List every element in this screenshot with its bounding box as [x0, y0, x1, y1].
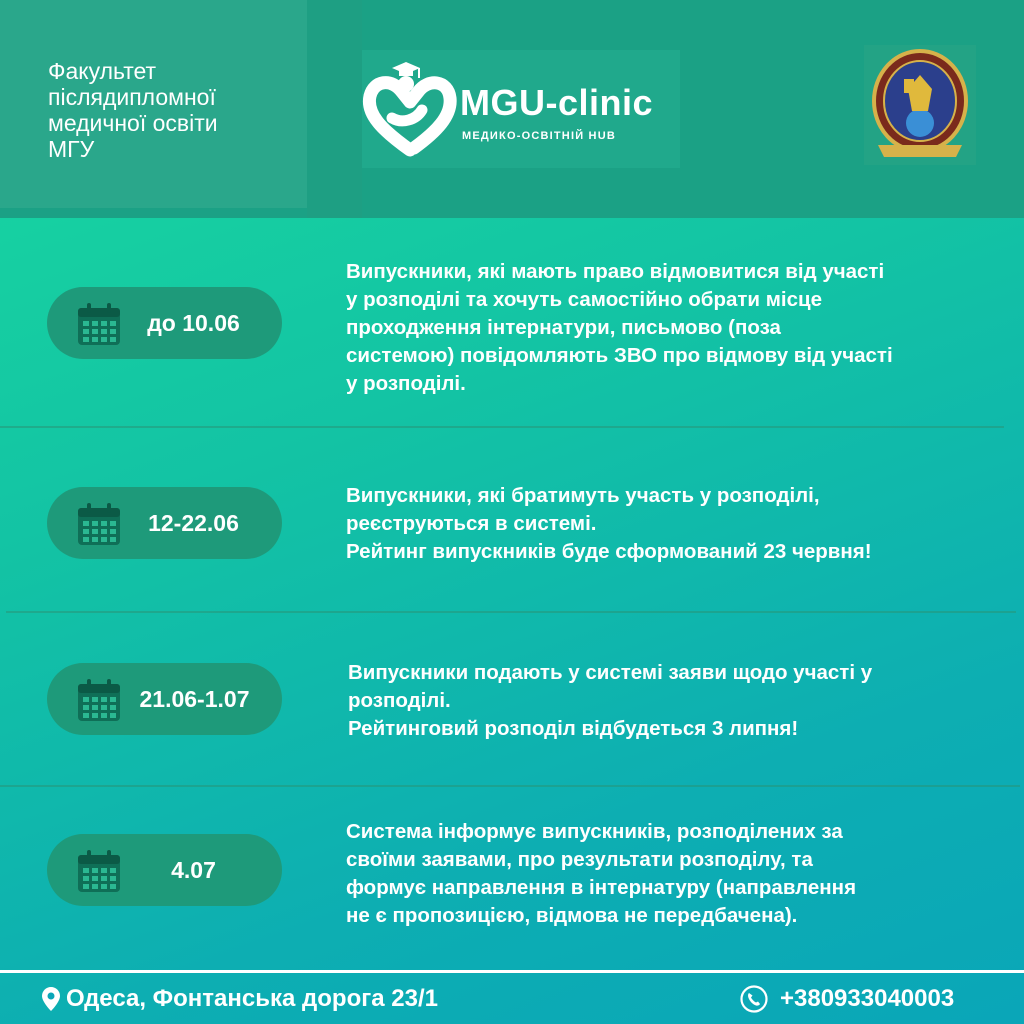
- description-line: розподілі.: [348, 689, 451, 712]
- description-line: своїми заявами, про результати розподілу, та: [346, 848, 813, 871]
- phone-icon: [740, 985, 768, 1013]
- calendar-icon: [75, 500, 123, 548]
- university-emblem: [864, 45, 976, 165]
- header-strip: [307, 0, 362, 218]
- description-line: Випускники подають у системі заяви щодо участі у: [348, 661, 873, 684]
- date-pill: [47, 287, 282, 359]
- heart-graduate-icon: [362, 54, 458, 166]
- faculty-line: Факультет: [48, 58, 157, 84]
- calendar-icon: [75, 847, 123, 895]
- date-pill: [47, 487, 282, 559]
- date-label: 4.07: [171, 856, 216, 883]
- divider: [0, 785, 1020, 787]
- description-line: Рейтинговий розподіл відбудеться 3 липня!: [348, 717, 799, 740]
- description-line: Випускники, які братимуть участь у розподілі,: [346, 484, 820, 507]
- faculty-line: медичної освіти: [48, 110, 218, 136]
- schedule-description: [348, 659, 988, 743]
- mgu-clinic-logo: [362, 50, 680, 168]
- description-line: не є пропозицією, відмова не передбачена).: [346, 904, 798, 927]
- description-line: системою) повідомляють ЗВО про відмову від участі: [346, 344, 893, 367]
- phone-contact[interactable]: [740, 983, 954, 1015]
- description-line: формує направлення в інтернатуру (направлення: [346, 876, 857, 899]
- address: [42, 983, 438, 1015]
- address-text: Одеса, Фонтанська дорога 23/1: [66, 985, 438, 1012]
- description-line: Система інформує випускників, розподілених за: [346, 820, 843, 843]
- date-label: 12-22.06: [148, 509, 239, 536]
- date-pill: [47, 663, 282, 735]
- description-line: Рейтинг випускників буде сформований 23 червня!: [346, 540, 872, 563]
- calendar-icon: [75, 300, 123, 348]
- location-pin-icon: [42, 987, 60, 1011]
- description-line: у розподілі.: [346, 372, 466, 395]
- logo-title: MGU-clinic: [460, 82, 654, 123]
- description-line: Випускники, які мають право відмовитися від участі: [346, 260, 885, 283]
- university-crest-icon: [864, 45, 976, 165]
- faculty-line: МГУ: [48, 136, 95, 162]
- description-line: у розподілі та хочуть самостійно обрати місце: [346, 288, 822, 311]
- description-line: реєструються в системі.: [346, 512, 597, 535]
- faculty-name: [48, 58, 298, 162]
- schedule-description: [346, 258, 986, 398]
- date-label: до 10.06: [147, 309, 240, 336]
- header: [0, 0, 1024, 218]
- faculty-line: післядипломної: [48, 84, 216, 110]
- footer-divider: [0, 970, 1024, 973]
- logo-subtitle: МЕДИКО-ОСВІТНІЙ HUB: [462, 130, 616, 142]
- divider: [0, 426, 1004, 428]
- phone-number[interactable]: +380933040003: [780, 985, 955, 1012]
- date-label: 21.06-1.07: [139, 685, 250, 712]
- divider: [6, 611, 1016, 613]
- date-pill: [47, 834, 282, 906]
- schedule-description: [346, 482, 986, 566]
- schedule-description: [346, 818, 986, 930]
- description-line: проходження інтернатури, письмово (поза: [346, 316, 781, 339]
